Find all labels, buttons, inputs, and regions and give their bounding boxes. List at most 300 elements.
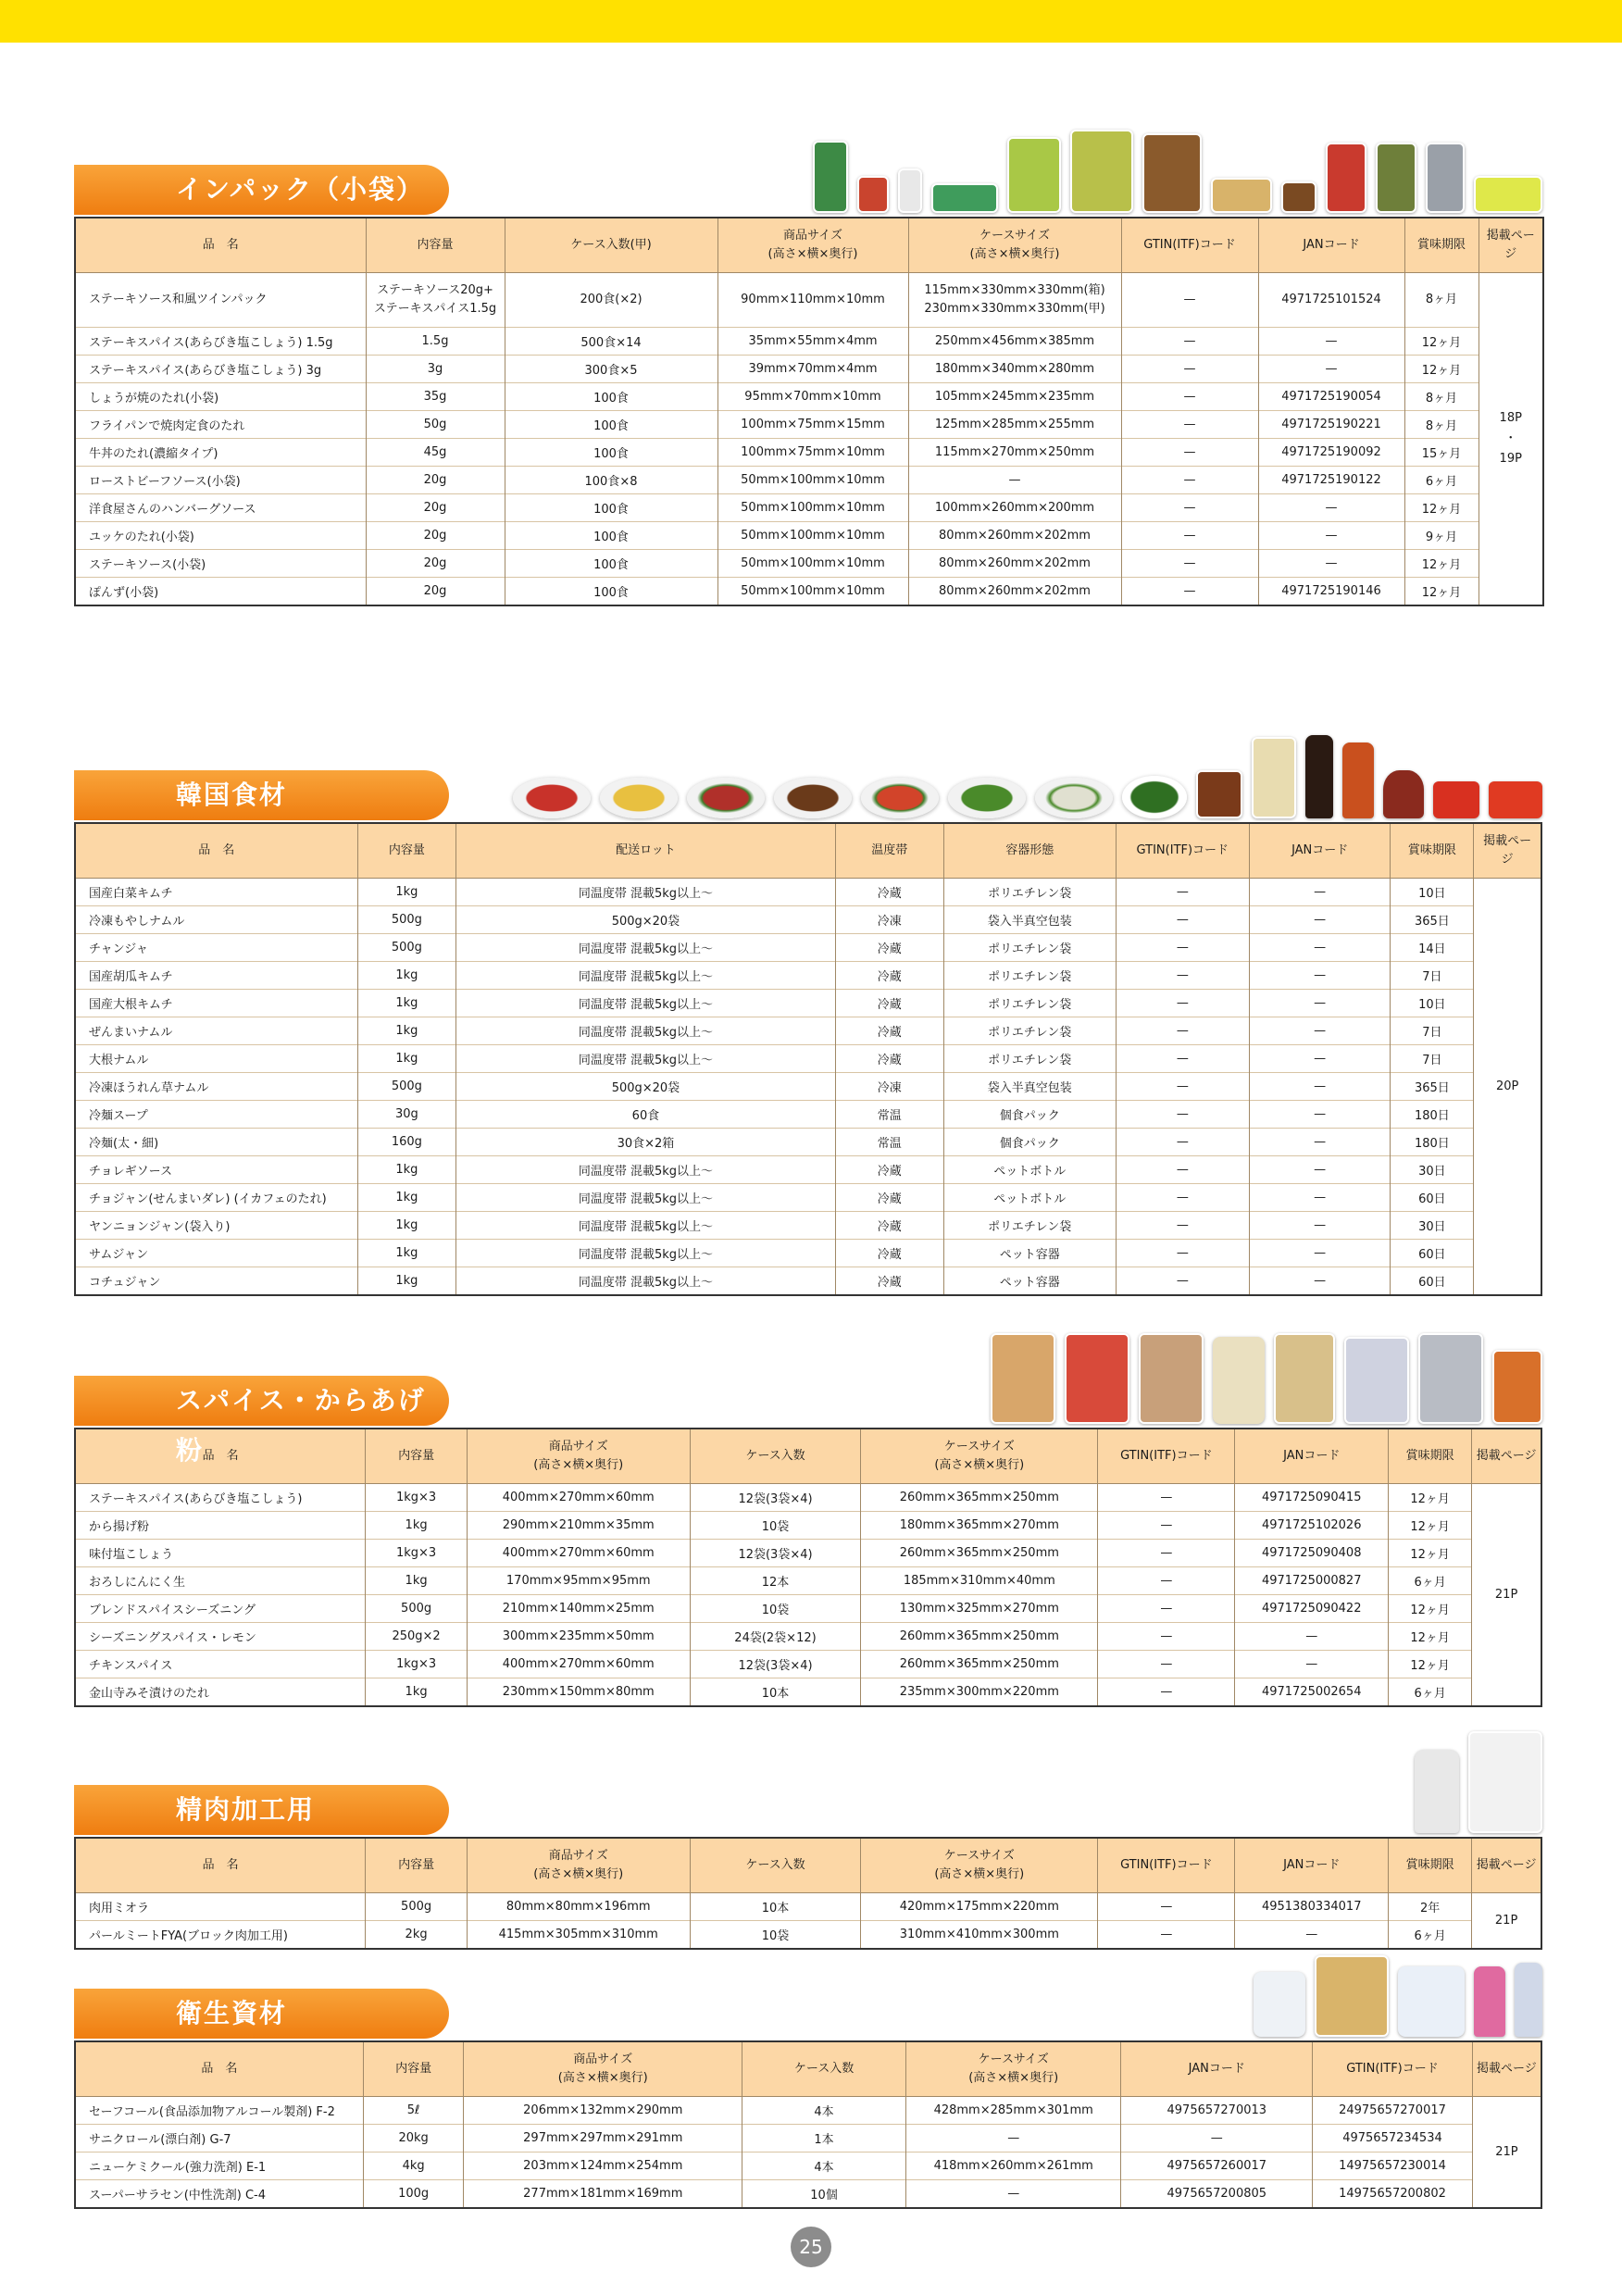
section-title-meat: 精肉加工用 — [74, 1785, 449, 1835]
table-cell: — — [1098, 1512, 1235, 1540]
table-cell: — — [1098, 1484, 1235, 1512]
product-name-cell: 冷凍ほうれん草ナムル — [75, 1073, 357, 1101]
table-cell: 260mm×365mm×250mm — [861, 1651, 1098, 1678]
column-header: 内容量 — [366, 218, 505, 273]
table-row — [75, 1267, 1541, 1296]
table-cell: 300mm×235mm×50mm — [467, 1623, 690, 1651]
table-row — [75, 1893, 1541, 1921]
table-cell: — — [1098, 1678, 1235, 1707]
table-header-row — [75, 2041, 1541, 2097]
table-cell: 1kg — [357, 1212, 456, 1240]
table-cell: 80mm×260mm×202mm — [908, 522, 1121, 550]
table-row — [75, 467, 1543, 494]
table-cell: 冷蔵 — [835, 1212, 943, 1240]
bottle-icon — [1383, 770, 1424, 818]
table-cell: — — [1249, 879, 1391, 906]
table-row — [75, 2180, 1541, 2209]
table-row — [75, 934, 1541, 962]
table-row — [75, 1484, 1541, 1512]
table-cell: 4971725190221 — [1258, 411, 1404, 439]
table-cell: — — [1121, 356, 1258, 383]
product-name-cell: 国産白菜キムチ — [75, 879, 357, 906]
table-cell: 50g — [366, 411, 505, 439]
product-name-cell: 洋食屋さんのハンバーグソース — [75, 494, 366, 522]
table-cell: — — [1121, 383, 1258, 411]
column-header: ケース入数 — [742, 2041, 906, 2097]
table-cell: 260mm×365mm×250mm — [861, 1623, 1098, 1651]
table-cell: — — [1258, 328, 1404, 356]
table-cell: 7日 — [1391, 962, 1474, 990]
table-cell: 3g — [366, 356, 505, 383]
table-cell: 冷蔵 — [835, 962, 943, 990]
column-header: GTIN(ITF)コード — [1313, 2041, 1473, 2097]
table-cell: ポリエチレン袋 — [943, 962, 1116, 990]
table-cell: 1kg — [357, 990, 456, 1017]
table-cell: 4971725000827 — [1235, 1567, 1388, 1595]
table-row — [75, 411, 1543, 439]
product-package-icon — [1065, 1333, 1129, 1424]
table-cell: 2kg — [366, 1921, 468, 1950]
table-cell: — — [1235, 1921, 1388, 1950]
table-cell: 1kg — [357, 1045, 456, 1073]
spice-table — [74, 1428, 1542, 1707]
dish-photo-icon — [513, 778, 591, 818]
table-row — [75, 356, 1543, 383]
table-cell: 同温度帯 混載5kg以上～ — [456, 1156, 836, 1184]
product-package-icon — [1007, 137, 1061, 213]
table-cell: 12袋(3袋×4) — [690, 1651, 861, 1678]
column-header: 商品サイズ (高さ×横×奥行) — [464, 2041, 742, 2097]
table-cell: ポリエチレン袋 — [943, 1045, 1116, 1073]
column-header: JANコード — [1258, 218, 1404, 273]
table-row — [75, 1101, 1541, 1129]
table-cell: 12ヶ月 — [1388, 1484, 1471, 1512]
table-cell: — — [1098, 1540, 1235, 1567]
table-row — [75, 383, 1543, 411]
table-cell: 50mm×100mm×10mm — [717, 578, 908, 606]
table-row — [75, 1045, 1541, 1073]
table-cell: 4971725190122 — [1258, 467, 1404, 494]
product-name-cell: 国産胡瓜キムチ — [75, 962, 357, 990]
table-header-row — [75, 823, 1541, 879]
product-name-cell: フライパンで焼肉定食のたれ — [75, 411, 366, 439]
column-header: 内容量 — [357, 823, 456, 879]
table-cell: — — [1121, 494, 1258, 522]
table-cell: 8ヶ月 — [1404, 273, 1479, 328]
table-cell: 冷蔵 — [835, 1267, 943, 1296]
table-cell: 10袋 — [690, 1595, 861, 1623]
table-cell: ペット容器 — [943, 1267, 1116, 1296]
table-cell: — — [1116, 1129, 1249, 1156]
table-cell: 1kg — [366, 1567, 468, 1595]
dish-photo-icon — [774, 778, 852, 818]
table-cell: — — [1116, 1267, 1249, 1296]
table-cell: 冷蔵 — [835, 1045, 943, 1073]
column-header: 商品サイズ (高さ×横×奥行) — [467, 1429, 690, 1484]
table-cell: 12ヶ月 — [1388, 1512, 1471, 1540]
column-header: ケースサイズ (高さ×横×奥行) — [861, 1429, 1098, 1484]
table-header-row — [75, 218, 1543, 273]
table-cell: ステーキソース20g+ ステーキスパイス1.5g — [366, 273, 505, 328]
table-cell: 12本 — [690, 1567, 861, 1595]
bottle-icon — [1515, 1963, 1542, 2037]
table-header-row — [75, 1838, 1541, 1893]
section-title-inpack: インパック（小袋） — [74, 165, 449, 215]
table-cell: — — [1121, 467, 1258, 494]
top-color-bar — [0, 0, 1622, 43]
table-cell: 115mm×270mm×250mm — [908, 439, 1121, 467]
table-cell: 415mm×305mm×310mm — [467, 1921, 690, 1950]
table-cell: 100食 — [505, 494, 717, 522]
bottle-icon — [1342, 742, 1374, 818]
product-package-icon — [931, 183, 998, 213]
column-header: 品 名 — [75, 823, 357, 879]
table-cell: 80mm×260mm×202mm — [908, 578, 1121, 606]
product-name-cell: スーパーサラセン(中性洗剤) C-4 — [75, 2180, 363, 2209]
table-cell: 常温 — [835, 1101, 943, 1129]
section-title-spice: スパイス・からあげ粉 — [74, 1376, 449, 1426]
dish-photo-icon — [1122, 776, 1187, 818]
table-cell: — — [1121, 273, 1258, 328]
table-cell: 400mm×270mm×60mm — [467, 1484, 690, 1512]
table-cell: 180日 — [1391, 1101, 1474, 1129]
table-cell: 5ℓ — [363, 2097, 464, 2125]
product-name-cell: 冷麺スープ — [75, 1101, 357, 1129]
table-row — [75, 1567, 1541, 1595]
table-cell: 230mm×150mm×80mm — [467, 1678, 690, 1707]
table-cell: — — [1249, 1184, 1391, 1212]
product-photos-hygiene — [1254, 1955, 1542, 2037]
table-cell: 常温 — [835, 1129, 943, 1156]
product-name-cell: チキンスパイス — [75, 1651, 366, 1678]
product-package-icon — [1344, 1337, 1409, 1424]
table-cell: 1kg×3 — [366, 1540, 468, 1567]
table-cell: — — [1249, 1267, 1391, 1296]
table-cell: 100食×8 — [505, 467, 717, 494]
table-cell: 400mm×270mm×60mm — [467, 1540, 690, 1567]
table-cell: 100mm×75mm×10mm — [717, 439, 908, 467]
table-cell: 260mm×365mm×250mm — [861, 1484, 1098, 1512]
table-cell: — — [1249, 1101, 1391, 1129]
table-cell: — — [1098, 1623, 1235, 1651]
table-cell: 100食 — [505, 522, 717, 550]
table-row — [75, 1921, 1541, 1950]
section-meat — [74, 1724, 1542, 1950]
table-cell: — — [1258, 356, 1404, 383]
table-cell: 20g — [366, 522, 505, 550]
table-cell: 9ヶ月 — [1404, 522, 1479, 550]
table-cell: — — [906, 2180, 1121, 2209]
table-header-row — [75, 1429, 1541, 1484]
product-photos-inpack — [813, 130, 1542, 213]
column-header: 品 名 — [75, 218, 366, 273]
table-row — [75, 2097, 1541, 2125]
table-cell: — — [1249, 934, 1391, 962]
column-header: 品 名 — [75, 1838, 366, 1893]
table-row — [75, 328, 1543, 356]
table-cell: 同温度帯 混載5kg以上～ — [456, 1017, 836, 1045]
table-cell: 4971725090415 — [1235, 1484, 1388, 1512]
table-cell: 12ヶ月 — [1388, 1651, 1471, 1678]
table-cell: 12袋(3袋×4) — [690, 1540, 861, 1567]
table-cell: 500食×14 — [505, 328, 717, 356]
column-header: 品 名 — [75, 1429, 366, 1484]
product-name-cell: から揚げ粉 — [75, 1512, 366, 1540]
table-cell: — — [1116, 1017, 1249, 1045]
table-cell: 14975657230014 — [1313, 2152, 1473, 2180]
table-cell: 冷凍 — [835, 906, 943, 934]
table-cell: 365日 — [1391, 1073, 1474, 1101]
table-row — [75, 1017, 1541, 1045]
table-cell: 60日 — [1391, 1184, 1474, 1212]
table-row — [75, 879, 1541, 906]
table-cell: 4971725190146 — [1258, 578, 1404, 606]
table-cell: 50mm×100mm×10mm — [717, 467, 908, 494]
product-package-icon — [1326, 143, 1366, 213]
product-name-cell: 冷凍もやしナムル — [75, 906, 357, 934]
table-cell: — — [1116, 990, 1249, 1017]
table-cell: 1kg — [357, 1267, 456, 1296]
table-cell: — — [1116, 1073, 1249, 1101]
table-cell: 4971725190092 — [1258, 439, 1404, 467]
column-header: GTIN(ITF)コード — [1121, 218, 1258, 273]
product-name-cell: ステーキスパイス(あらびき塩こしょう) 3g — [75, 356, 366, 383]
dish-photo-icon — [1035, 778, 1113, 818]
table-row — [75, 990, 1541, 1017]
column-header: 内容量 — [366, 1429, 468, 1484]
product-name-cell: 牛丼のたれ(濃縮タイプ) — [75, 439, 366, 467]
table-cell: 500g — [357, 934, 456, 962]
column-header: 賞味期限 — [1388, 1429, 1471, 1484]
table-row — [75, 1595, 1541, 1623]
table-cell: 4971725002654 — [1235, 1678, 1388, 1707]
table-cell: 60日 — [1391, 1240, 1474, 1267]
column-header: JANコード — [1235, 1838, 1388, 1893]
table-cell: 100mm×260mm×200mm — [908, 494, 1121, 522]
table-cell: 12ヶ月 — [1388, 1540, 1471, 1567]
table-cell: 7日 — [1391, 1045, 1474, 1073]
table-cell: 100食 — [505, 411, 717, 439]
column-header: 賞味期限 — [1388, 1838, 1471, 1893]
table-cell: 400mm×270mm×60mm — [467, 1651, 690, 1678]
product-name-cell: セーフコール(食品添加物アルコール製剤) F-2 — [75, 2097, 363, 2125]
product-package-icon — [1468, 1731, 1542, 1833]
table-cell: 35mm×55mm×4mm — [717, 328, 908, 356]
table-cell: 100mm×75mm×15mm — [717, 411, 908, 439]
column-header: 内容量 — [363, 2041, 464, 2097]
table-cell: — — [1258, 550, 1404, 578]
table-cell: 1本 — [742, 2125, 906, 2152]
column-header: GTIN(ITF)コード — [1098, 1429, 1235, 1484]
table-row — [75, 1184, 1541, 1212]
bottle-icon — [1398, 1966, 1465, 2037]
table-cell: 95mm×70mm×10mm — [717, 383, 908, 411]
table-cell: — — [1098, 1595, 1235, 1623]
column-header: 品 名 — [75, 2041, 363, 2097]
table-cell: 160g — [357, 1129, 456, 1156]
korean-table — [74, 822, 1542, 1296]
table-cell: 180mm×365mm×270mm — [861, 1512, 1098, 1540]
product-name-cell: サニクロール(漂白剤) G-7 — [75, 2125, 363, 2152]
product-name-cell: チョジャン(せんまいダレ) (イカフェのたれ) — [75, 1184, 357, 1212]
table-cell: 冷蔵 — [835, 1156, 943, 1184]
column-header: 賞味期限 — [1391, 823, 1474, 879]
table-row — [75, 1678, 1541, 1707]
table-row — [75, 1240, 1541, 1267]
table-cell: — — [1121, 550, 1258, 578]
column-header: 掲載ページ — [1472, 2041, 1541, 2097]
table-row — [75, 522, 1543, 550]
table-cell: 80mm×260mm×202mm — [908, 550, 1121, 578]
product-photos-korean — [513, 735, 1542, 818]
table-cell: 4975657260017 — [1121, 2152, 1313, 2180]
table-cell: 180mm×340mm×280mm — [908, 356, 1121, 383]
product-package-icon — [1418, 1333, 1483, 1424]
table-cell: ポリエチレン袋 — [943, 934, 1116, 962]
table-cell: 冷蔵 — [835, 1017, 943, 1045]
table-cell: 30日 — [1391, 1156, 1474, 1184]
table-cell: 1kg×3 — [366, 1651, 468, 1678]
table-cell: 袋入半真空包装 — [943, 906, 1116, 934]
bottle-icon — [1415, 1750, 1459, 1833]
table-cell: 500g×20袋 — [456, 1073, 836, 1101]
table-cell: 24袋(2袋×12) — [690, 1623, 861, 1651]
product-package-icon — [1376, 143, 1416, 213]
table-cell: 200食(×2) — [505, 273, 717, 328]
product-name-cell: 味付塩こしょう — [75, 1540, 366, 1567]
section-inpack — [74, 119, 1542, 606]
table-cell: 500g — [357, 1073, 456, 1101]
product-package-icon — [1489, 781, 1542, 818]
product-package-icon — [1139, 1333, 1204, 1424]
table-cell: 50mm×100mm×10mm — [717, 550, 908, 578]
table-cell: 277mm×181mm×169mm — [464, 2180, 742, 2209]
column-header: 商品サイズ (高さ×横×奥行) — [717, 218, 908, 273]
table-cell: 20g — [366, 467, 505, 494]
column-header: ケース入数(甲) — [505, 218, 717, 273]
table-cell: 6ヶ月 — [1388, 1678, 1471, 1707]
table-cell: 60食 — [456, 1101, 836, 1129]
product-name-cell: ユッケのたれ(小袋) — [75, 522, 366, 550]
table-cell: — — [1121, 328, 1258, 356]
table-cell: 12ヶ月 — [1404, 328, 1479, 356]
table-cell: — — [1249, 1073, 1391, 1101]
product-package-icon — [1070, 130, 1133, 213]
table-cell: 39mm×70mm×4mm — [717, 356, 908, 383]
table-cell: — — [1249, 906, 1391, 934]
table-cell: 6ヶ月 — [1404, 467, 1479, 494]
page-reference-cell: 21P — [1472, 1893, 1541, 1950]
table-cell: 185mm×310mm×40mm — [861, 1567, 1098, 1595]
table-cell: 170mm×95mm×95mm — [467, 1567, 690, 1595]
table-cell: 同温度帯 混載5kg以上～ — [456, 1212, 836, 1240]
table-cell: 500g — [366, 1595, 468, 1623]
product-name-cell: ステーキソース和風ツインパック — [75, 273, 366, 328]
table-cell: ポリエチレン袋 — [943, 879, 1116, 906]
table-cell: 428mm×285mm×301mm — [906, 2097, 1121, 2125]
table-cell: 12ヶ月 — [1404, 494, 1479, 522]
section-title-korean: 韓国食材 — [74, 770, 449, 820]
table-row — [75, 906, 1541, 934]
table-cell: 個食パック — [943, 1129, 1116, 1156]
table-cell: 45g — [366, 439, 505, 467]
page-reference-cell: 21P — [1472, 2097, 1541, 2209]
product-package-icon — [1433, 781, 1479, 818]
table-cell: — — [1116, 879, 1249, 906]
table-row — [75, 494, 1543, 522]
table-cell: 冷蔵 — [835, 1184, 943, 1212]
table-cell: — — [1235, 1623, 1388, 1651]
column-header: 掲載ページ — [1474, 823, 1541, 879]
dish-photo-icon — [861, 778, 939, 818]
table-cell: 125mm×285mm×255mm — [908, 411, 1121, 439]
product-name-cell: 金山寺みそ漬けのたれ — [75, 1678, 366, 1707]
table-cell: 235mm×300mm×220mm — [861, 1678, 1098, 1707]
table-row — [75, 1073, 1541, 1101]
page-reference-cell: 21P — [1472, 1484, 1541, 1707]
table-cell: 1kg — [357, 879, 456, 906]
table-row — [75, 2125, 1541, 2152]
product-package-icon — [1252, 737, 1296, 818]
table-cell: 100g — [363, 2180, 464, 2209]
table-row — [75, 1651, 1541, 1678]
table-cell: 1kg — [357, 1240, 456, 1267]
column-header: JANコード — [1121, 2041, 1313, 2097]
table-cell: 4kg — [363, 2152, 464, 2180]
column-header: JANコード — [1249, 823, 1391, 879]
table-cell: 14日 — [1391, 934, 1474, 962]
table-cell: 10袋 — [690, 1921, 861, 1950]
table-cell: — — [1116, 1184, 1249, 1212]
table-row — [75, 1540, 1541, 1567]
product-photos-meat — [1415, 1731, 1542, 1833]
table-cell: 同温度帯 混載5kg以上～ — [456, 962, 836, 990]
table-cell: 10本 — [690, 1678, 861, 1707]
product-package-icon — [1426, 143, 1465, 213]
table-row — [75, 1212, 1541, 1240]
product-package-icon — [1274, 1333, 1335, 1424]
table-row — [75, 578, 1543, 606]
inpack-table — [74, 217, 1544, 606]
product-package-icon — [898, 168, 922, 213]
table-cell: 12ヶ月 — [1388, 1623, 1471, 1651]
table-cell: 8ヶ月 — [1404, 383, 1479, 411]
table-cell: 同温度帯 混載5kg以上～ — [456, 1240, 836, 1267]
table-cell: 30g — [357, 1101, 456, 1129]
table-cell: 冷蔵 — [835, 934, 943, 962]
table-cell: 24975657270017 — [1313, 2097, 1473, 2125]
table-cell: — — [1249, 1240, 1391, 1267]
table-cell: ポリエチレン袋 — [943, 990, 1116, 1017]
bottle-icon — [1213, 1337, 1265, 1424]
table-cell: 冷蔵 — [835, 879, 943, 906]
table-cell: 8ヶ月 — [1404, 411, 1479, 439]
table-cell: — — [1249, 1017, 1391, 1045]
table-cell: — — [1098, 1651, 1235, 1678]
table-cell: — — [1121, 439, 1258, 467]
section-title-hygiene: 衛生資材 — [74, 1989, 449, 2039]
table-cell: 35g — [366, 383, 505, 411]
section-hygiene — [74, 1955, 1542, 2209]
table-cell: — — [1098, 1893, 1235, 1921]
table-row — [75, 1129, 1541, 1156]
table-cell: — — [1121, 578, 1258, 606]
table-cell: — — [1121, 411, 1258, 439]
table-cell: 同温度帯 混載5kg以上～ — [456, 934, 836, 962]
table-cell: 50mm×100mm×10mm — [717, 494, 908, 522]
table-cell: 個食パック — [943, 1101, 1116, 1129]
product-name-cell: ステーキスパイス(あらびき塩こしょう) 1.5g — [75, 328, 366, 356]
